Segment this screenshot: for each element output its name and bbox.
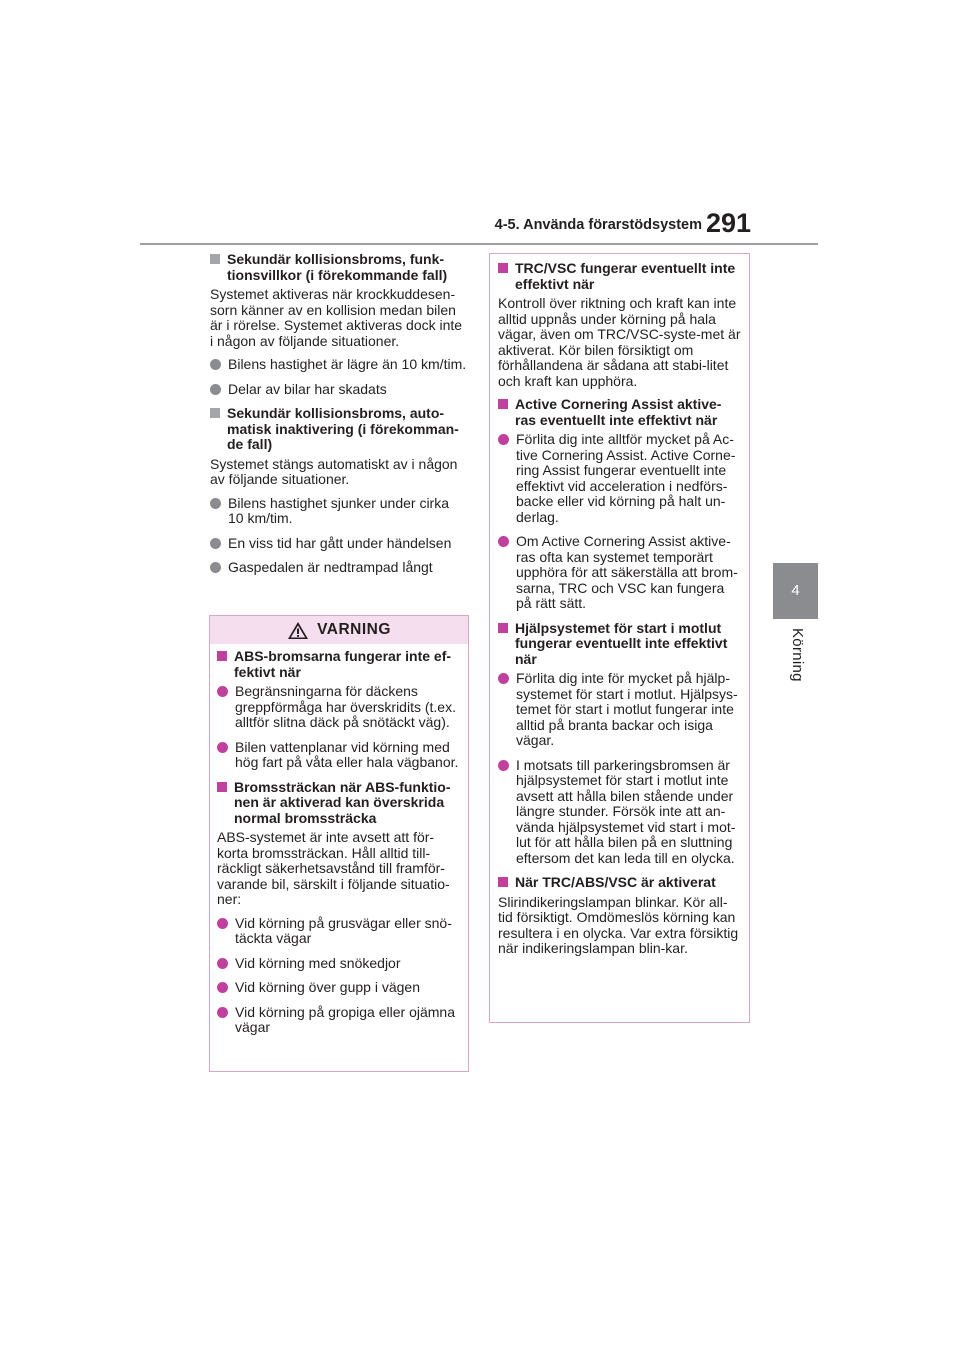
list-item: Vid körning över gupp i vägen bbox=[217, 980, 461, 996]
warning-heading: Bromssträckan när ABS-funktio-nen är aktiverad kan överskrida normal bromssträcka bbox=[217, 780, 461, 827]
warning-triangle-icon bbox=[287, 621, 309, 640]
list-item: Förlita dig inte alltför mycket på Ac-tive Cornering Assist. Active Corne-ring Assist fungerar eventuellt inte effektivt vid acceleration i nedförs-backe eller vid körning på halt un-derlag. bbox=[498, 432, 741, 525]
right-warning-box bbox=[489, 253, 750, 1023]
header-divider bbox=[140, 243, 818, 245]
paragraph: Systemet stängs automatiskt av i någon av följande situationer. bbox=[210, 455, 458, 487]
list-item: I motsats till parkeringsbromsen är hjälpsystemet för start i motlut inte avsett att hålla bilen stående under längre stunder. Försök inte att an-vända hjälpsystemet vid start i mot-lut för att hålla bilen på en sluttning eftersom det kan leda till en olycka. bbox=[498, 758, 741, 867]
section-heading: Sekundär kollisionsbroms, funk-tionsvillkor (i förekommande fall) bbox=[210, 252, 468, 283]
warning-body bbox=[210, 644, 468, 1036]
list-item: Förlita dig inte för mycket på hjälp-systemet för start i motlut. Hjälpsys-temet för start i motlut fungerar inte alltid på branta backar och isiga vägar. bbox=[498, 671, 741, 749]
list-item: Bilens hastighet sjunker under cirka 10 km/tim. bbox=[210, 496, 468, 527]
warning-header bbox=[210, 616, 468, 644]
warning-heading: Hjälpsystemet för start i motlut fungerar eventuellt inte effektivt när bbox=[498, 621, 741, 668]
warning-heading: ABS-bromsarna fungerar inte ef-fektivt när bbox=[217, 649, 461, 680]
list-item: Vid körning med snökedjor bbox=[217, 956, 461, 972]
section-title: 4-5. Använda förarstödsystem bbox=[494, 217, 702, 233]
paragraph: Systemet aktiveras när krockkuddesen-sorn känner av en kollision medan bilen är i rörelse. Systemet aktiveras dock inte i någon av följande situationer. bbox=[210, 286, 463, 349]
warning-title: VARNING bbox=[317, 621, 391, 638]
warning-heading: TRC/VSC fungerar eventuellt inte effektivt när bbox=[498, 261, 741, 292]
paragraph: ABS-systemet är inte avsett att för-korta bromssträckan. Håll alltid till-räckligt säkerhetsavstånd till framför-varande bil, särskilt i följande situatio-ner: bbox=[217, 829, 450, 907]
section-heading: Sekundär kollisionsbroms, auto-matisk inaktivering (i förekomman-de fall) bbox=[210, 406, 468, 453]
list-item: Om Active Cornering Assist aktive-ras ofta kan systemet temporärt upphöra för att säkerställa att brom-sarna, TRC och VSC kan fungera på rätt sätt. bbox=[498, 534, 741, 612]
list-item: En viss tid har gått under händelsen bbox=[210, 536, 468, 552]
list-item: Vid körning på grusvägar eller snö-täckta vägar bbox=[217, 916, 461, 947]
left-column bbox=[210, 252, 468, 585]
chapter-tab-label: Körning bbox=[789, 628, 806, 682]
list-item: Begränsningarna för däckens greppförmåga har överskridits (t.ex. alltför slitna däck på snötäckt väg). bbox=[217, 684, 461, 731]
paragraph: Kontroll över riktning och kraft kan inte alltid uppnås under körning på hala vägar, även om TRC/VSC-syste-met är aktiverat. Kör bilen försiktigt om förhållandena är sådana att stabi-litet och kraft kan upphöra. bbox=[498, 295, 741, 389]
warning-heading: Active Cornering Assist aktive-ras eventuellt inte effektivt när bbox=[498, 397, 741, 428]
list-item: Gaspedalen är nedtrampad långt bbox=[210, 560, 468, 576]
warning-box bbox=[209, 615, 469, 1072]
list-item: Delar av bilar har skadats bbox=[210, 382, 468, 398]
warning-heading: När TRC/ABS/VSC är aktiverat bbox=[498, 875, 741, 891]
list-item: Bilen vattenplanar vid körning med hög fart på våta eller hala vägbanor. bbox=[217, 740, 461, 771]
chapter-tab-number: 4 bbox=[791, 582, 800, 599]
paragraph: Slirindikeringslampan blinkar. Kör all-tid försiktigt. Omdömeslös körning kan resultera i en olycka. Var extra försiktig när indikeringslampan blin-kar. bbox=[498, 893, 739, 956]
list-item: Bilens hastighet är lägre än 10 km/tim. bbox=[210, 357, 468, 373]
list-item: Vid körning på gropiga eller ojämna vägar bbox=[217, 1005, 461, 1036]
page-number: 291 bbox=[706, 208, 752, 238]
